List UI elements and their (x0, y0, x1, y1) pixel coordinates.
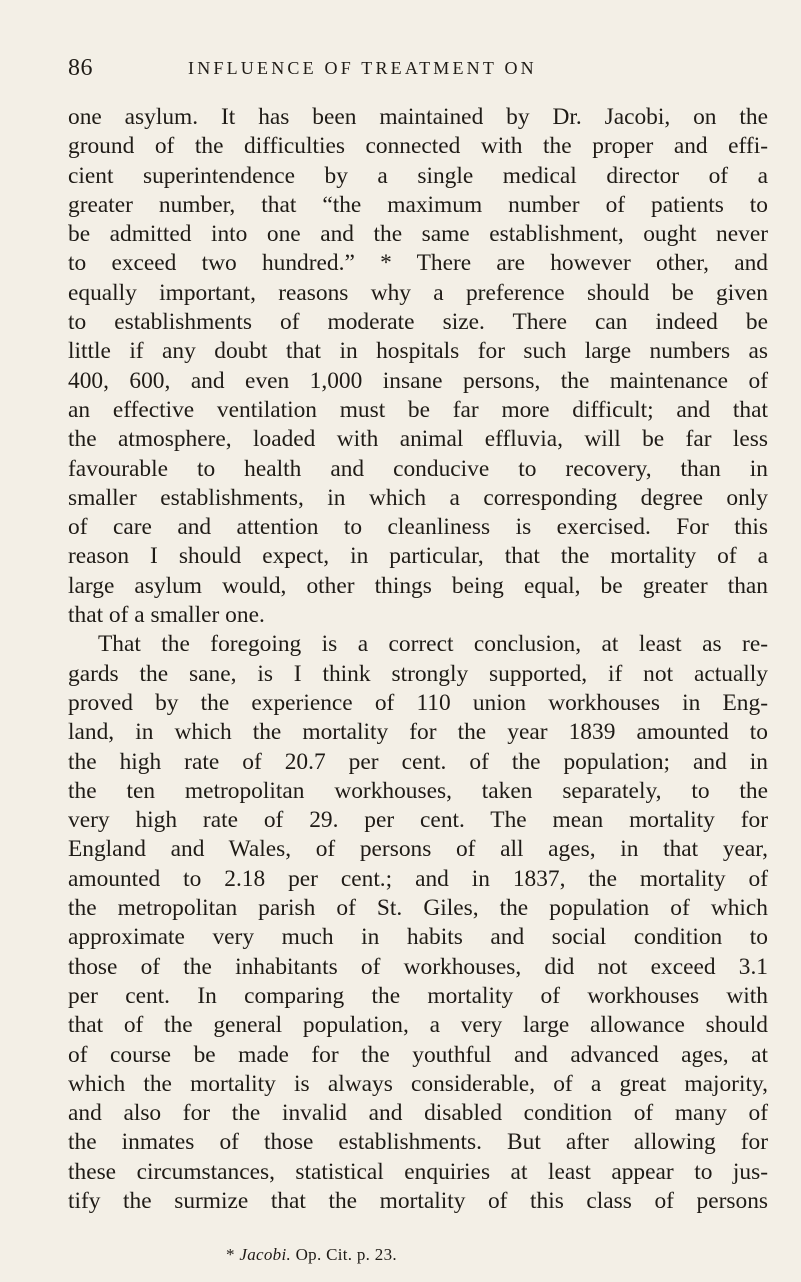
text-line: large asylum would, other things being equal, be greater than (68, 572, 768, 599)
text-line: smaller establishments, in which a corresponding degree only (68, 484, 768, 511)
text-line: ground of the difficulties connected with the proper and effi- (68, 133, 768, 160)
footnote (226, 1245, 397, 1265)
text-line: these circumstances, statistical enquiries at least appear to jus- (68, 1158, 768, 1185)
text-line: of course be made for the youthful and advanced ages, at (68, 1041, 768, 1068)
text-line: very high rate of 29. per cent. The mean mortality for (68, 807, 768, 834)
text-line: little if any doubt that in hospitals for such large numbers as (68, 338, 768, 365)
text-line: of care and attention to cleanliness is exercised. For this (68, 514, 768, 541)
text-line: those of the inhabitants of workhouses, did not exceed 3.1 (68, 953, 768, 980)
text-line: cient superintendence by a single medical director of a (68, 162, 768, 189)
text-line: land, in which the mortality for the year 1839 amounted to (68, 719, 768, 746)
text-line: greater number, that “the maximum number of patients to (68, 191, 768, 218)
text-line: the ten metropolitan workhouses, taken separately, to the (68, 777, 768, 804)
text-line: gards the sane, is I think strongly supported, if not actually (68, 660, 768, 687)
text-line: reason I should expect, in particular, that the mortality of a (68, 543, 768, 570)
paragraph-start-line: That the foregoing is a correct conclusion, at least as re- (98, 631, 768, 658)
text-line: per cent. In comparing the mortality of workhouses with (68, 982, 768, 1009)
running-title: INFLUENCE OF TREATMENT ON (188, 58, 537, 78)
paragraph-end-line: that of a smaller one. (68, 602, 265, 629)
footnote-marker: * (226, 1245, 235, 1264)
footnote-citation: Op. Cit. p. 23. (295, 1245, 397, 1264)
text-line: the inmates of those establishments. But after allowing for (68, 1129, 768, 1156)
text-line: equally important, reasons why a preference should be given (68, 279, 768, 306)
text-line: proved by the experience of 110 union workhouses in Eng- (68, 689, 768, 716)
text-line: the atmosphere, loaded with animal effluvia, will be far less (68, 426, 768, 453)
text-line: tify the surmize that the mortality of this class of persons (68, 1187, 768, 1214)
text-line: approximate very much in habits and social condition to (68, 924, 768, 951)
page-number: 86 (68, 55, 93, 81)
text-line: England and Wales, of persons of all ages, in that year, (68, 836, 768, 863)
text-line: favourable to health and conducive to recovery, than in (68, 455, 768, 482)
text-line: be admitted into one and the same establishment, ought never (68, 221, 768, 248)
text-line: an effective ventilation must be far more difficult; and that (68, 396, 768, 423)
footnote-author: Jacobi. (239, 1245, 292, 1264)
running-head (68, 55, 748, 85)
text-line: which the mortality is always considerable, of a great majority, (68, 1070, 768, 1097)
text-line: the metropolitan parish of St. Giles, the population of which (68, 895, 768, 922)
text-line: the high rate of 20.7 per cent. of the population; and in (68, 748, 768, 775)
text-line: that of the general population, a very large allowance should (68, 1012, 768, 1039)
text-line: one asylum. It has been maintained by Dr. Jacobi, on the (68, 104, 768, 130)
text-line: and also for the invalid and disabled condition of many of (68, 1100, 768, 1127)
body-text (68, 103, 768, 1216)
text-line: amounted to 2.18 per cent.; and in 1837, the mortality of (68, 865, 768, 892)
text-line: to exceed two hundred.” * There are however other, and (68, 250, 768, 277)
text-line: to establishments of moderate size. There can indeed be (68, 309, 768, 336)
text-line: 400, 600, and even 1,000 insane persons, the maintenance of (68, 367, 768, 394)
